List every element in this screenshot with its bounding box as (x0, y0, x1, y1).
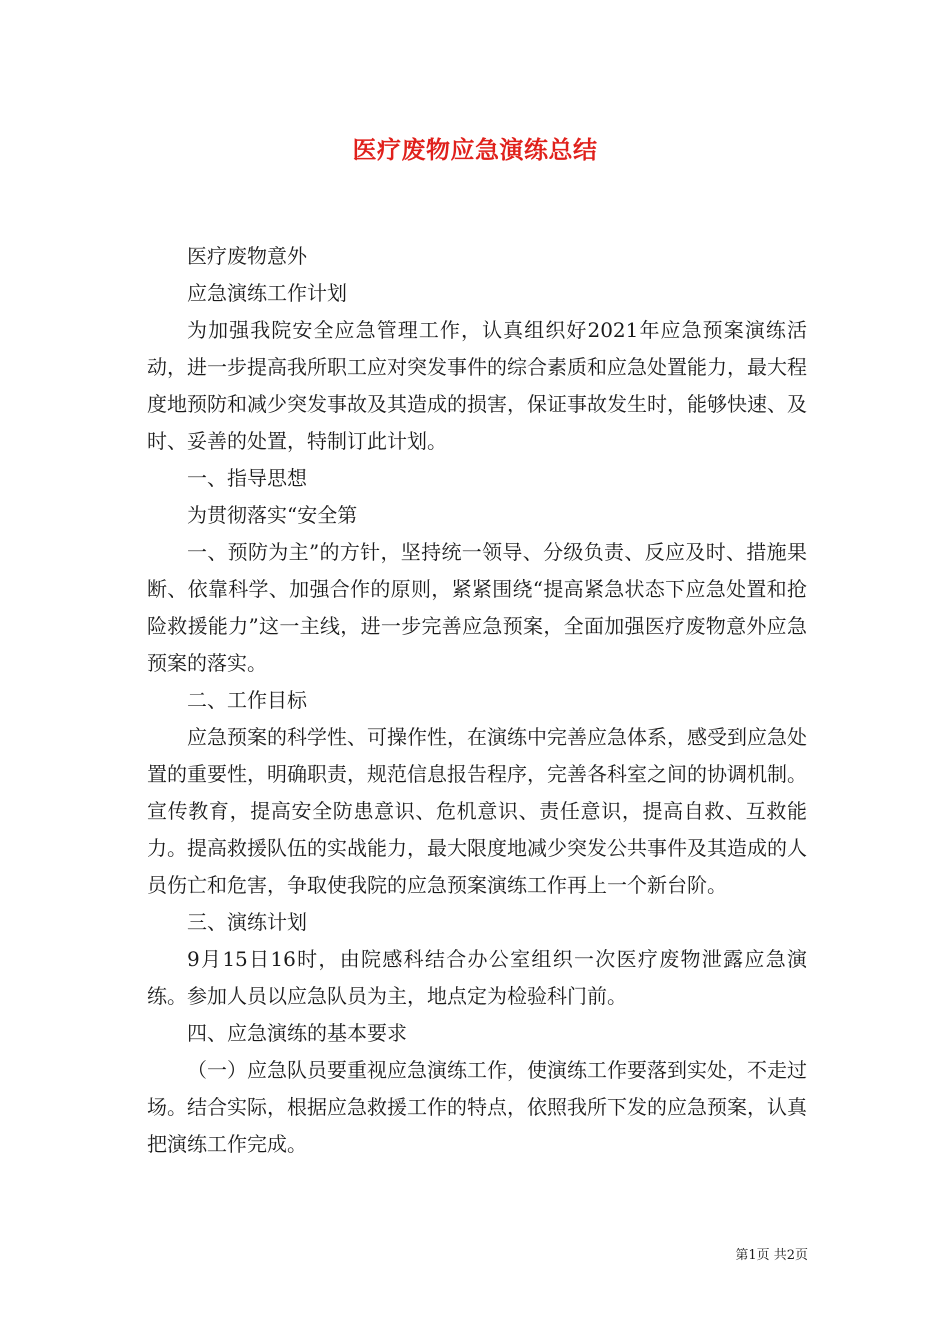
paragraph-9: 三、演练计划 (187, 910, 307, 934)
paragraph-11: 四、应急演练的基本要求 (187, 1021, 407, 1045)
paragraph-7: 二、工作目标 (187, 688, 307, 712)
paragraph-12: （一）应急队员要重视应急演练工作，使演练工作要落到实处，不走过场。结合实际，根据应急救援工作的特点，依照我所下发的应急预案，认真把演练工作完成。 (147, 1058, 807, 1156)
paragraph-5: 为贯彻落实“安全第 (187, 503, 358, 527)
paragraph-8: 应急预案的科学性、可操作性，在演练中完善应急体系，感受到应急处置的重要性，明确职责，规范信息报告程序，完善各科室之间的协调机制。宣传教育，提高安全防患意识、危机意识、责任意识，提高自救、互救能力。提高救援队伍的实战能力，最大限度地减少突发公共事件及其造成的人员伤亡和危害，争取使我院的应急预案演练工作再上一个新台阶。 (147, 725, 807, 897)
page-number-footer: 第1页 共2页 (735, 1248, 808, 1263)
paragraph-4: 一、指导思想 (187, 466, 307, 490)
paragraph-3: 为加强我院安全应急管理工作，认真组织好2021年应急预案演练活动，进一步提高我所职工应对突发事件的综合素质和应急处置能力，最大程度地预防和减少突发事故及其造成的损害，保证事故发生时，能够快速、及时、妥善的处置，特制订此计划。 (147, 318, 807, 453)
paragraph-1: 医疗废物意外 (187, 244, 307, 268)
paragraph-10: 9月15日16时，由院感科结合办公室组织一次医疗废物泄露应急演练。参加人员以应急队员为主，地点定为检验科门前。 (147, 947, 807, 1008)
document-body (147, 238, 807, 1163)
paragraph-2: 应急演练工作计划 (187, 281, 347, 305)
paragraph-6: 一、预防为主”的方针，坚持统一领导、分级负责、反应及时、措施果断、依靠科学、加强合作的原则，紧紧围绕“提高紧急状态下应急处置和抢险救援能力”这一主线，进一步完善应急预案，全面加强医疗废物意外应急预案的落实。 (147, 540, 807, 675)
document-title: 医疗废物应急演练总结 (352, 135, 598, 164)
